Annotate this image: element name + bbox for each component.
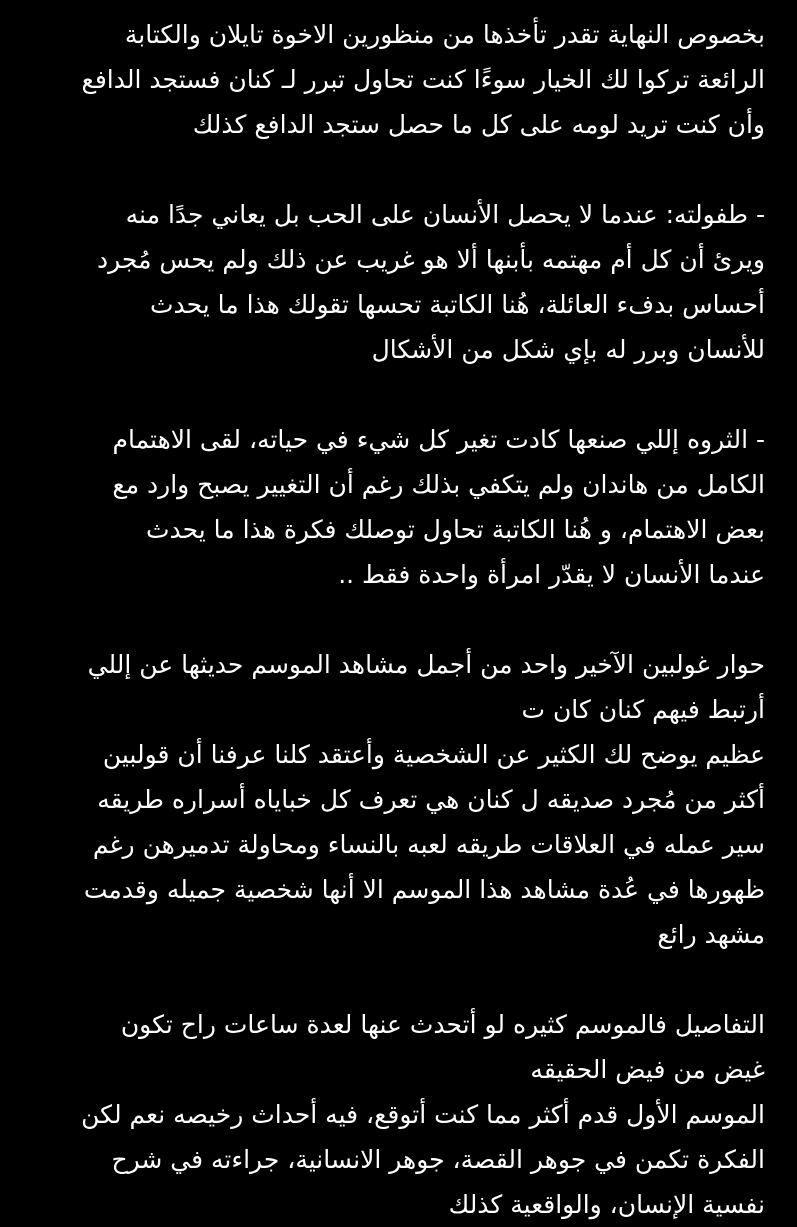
text-line: أكثر من مُجرد صديقه ل كنان هي تعرف كل خباياه أسراره طريقه [97, 785, 765, 814]
paragraph-gap [22, 372, 765, 417]
text-line: أحساس بدفء العائلة، هُنا الكاتبة تحسها تقولك هذا ما يحدث [149, 290, 765, 319]
text-line: ويرئ أن كل أم مهتمه بأبنها ألا هو غريب عن ذلك ولم يحس مُجرد [97, 245, 765, 274]
text-line: ظهورها في عُدة مشاهد هذا الموسم الا أنها شخصية جميله وقدمت [83, 875, 765, 904]
text-line: أرتبط فيهم كنان كان ت [521, 695, 765, 724]
paragraph-gap [22, 957, 765, 1002]
text-line: للأنسان وبرر له بإي شكل من الأشكال [371, 335, 765, 364]
text-line: وأن كنت تريد لومه على كل ما حصل ستجد الدافع كذلك [192, 110, 765, 139]
text-line: نفسية الإنسان، والواقعية كذلك [448, 1190, 765, 1219]
text-line: - الثروه إللي صنعها كادت تغير كل شيء في حياته، لقى الاهتمام [112, 425, 765, 454]
text-line: عندما الأنسان لا يقدّر امرأة واحدة فقط .. [338, 560, 765, 589]
text-line: سير عمله في العلاقات طريقه لعبه بالنساء ومحاولة تدميرهن رغم [92, 830, 765, 859]
text-line: الفكرة تكمن في جوهر القصة، جوهر الانسانية، جراءته في شرح [111, 1145, 765, 1174]
text-line: التفاصيل فالموسم كثيره لو أتحدث عنها لعدة ساعات راح تكون [120, 1010, 765, 1039]
text-line: عظيم يوضح لك الكثير عن الشخصية وأعتقد كلنا عرفنا أن قولبين [102, 740, 765, 769]
paragraph-season-details [22, 1002, 765, 1227]
text-line: الرائعة تركوا لك الخيار سوءًا كنت تحاول تبرر لـ كنان فستجد الدافع [81, 65, 765, 94]
text-line: حوار غولبين الآخير واحد من أجمل مشاهد الموسم حديثها عن إللي [87, 650, 765, 679]
text-line: بخصوص النهاية تقدر تأخذها من منظورين الاخوة تايلان والكتابة [124, 20, 765, 49]
paragraph-childhood [22, 192, 765, 372]
paragraph-gulbin-dialogue [22, 642, 765, 957]
text-line: غيض من فيض الحقيقه [530, 1055, 765, 1084]
text-line: بعض الاهتمام، و هُنا الكاتبة تحاول توصلك فكرة هذا ما يحدث [145, 515, 765, 544]
text-line: - طفولته: عندما لا يحصل الأنسان على الحب بل يعاني جدًا منه [125, 200, 765, 229]
paragraph-wealth [22, 417, 765, 597]
paragraph-gap [22, 147, 765, 192]
paragraph-gap [22, 597, 765, 642]
text-line: الكامل من هاندان ولم يتكفي بذلك رغم أن التغيير يصبح وارد مع [112, 470, 765, 499]
text-line: مشهد رائع [657, 920, 765, 949]
paragraph-ending [22, 12, 765, 147]
text-line: الموسم الأول قدم أكثر مما كنت أتوقع، فيه أحداث رخيصه نعم لكن [81, 1100, 765, 1129]
